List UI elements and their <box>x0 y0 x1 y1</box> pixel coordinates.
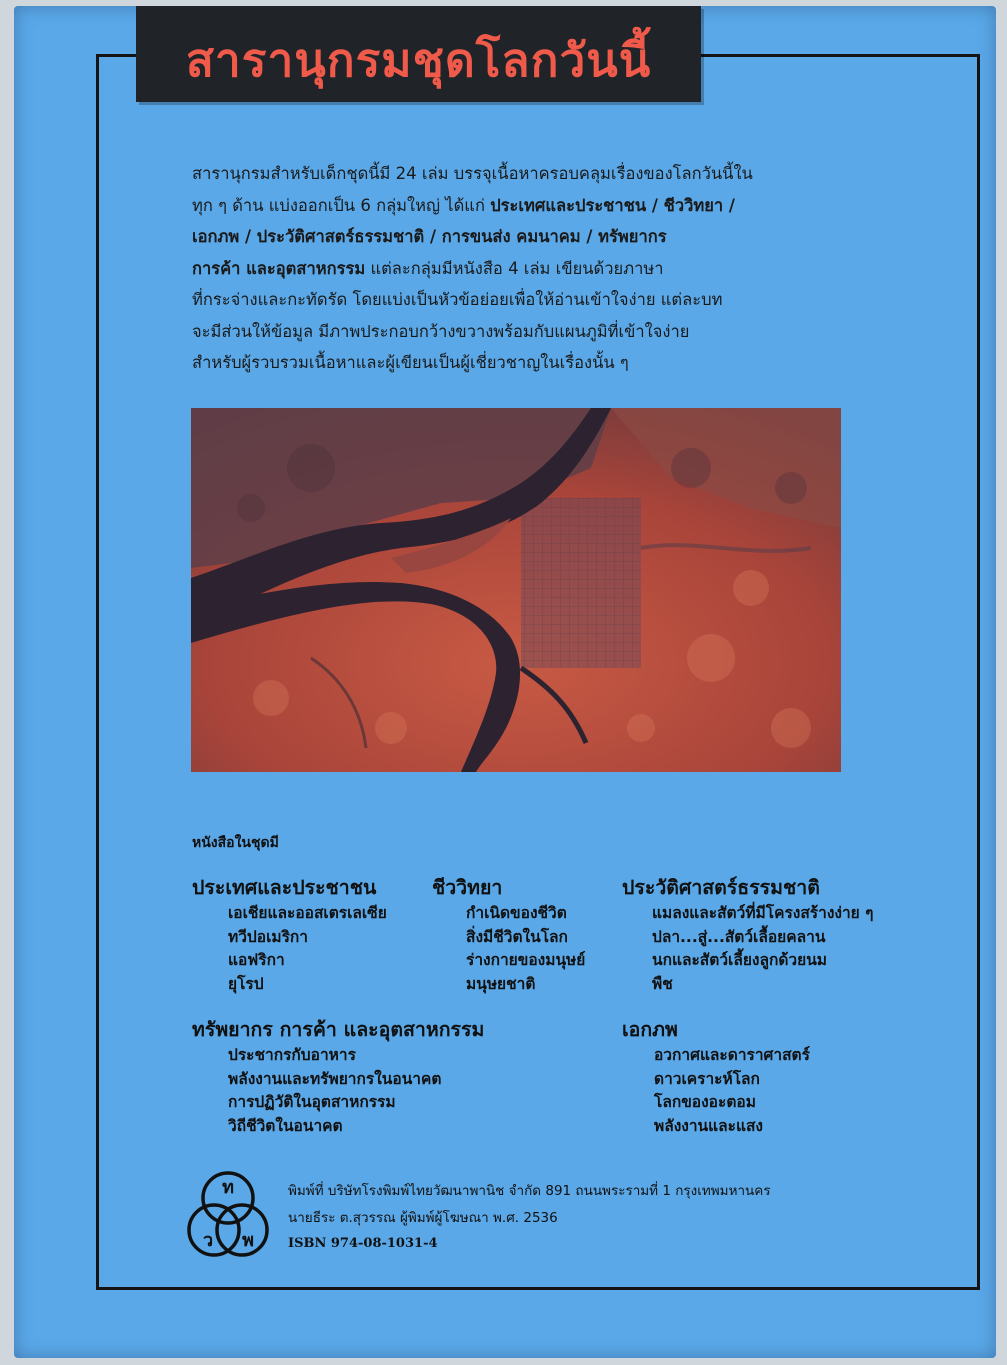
publisher-logo-drawing <box>186 1166 270 1266</box>
book-item: กำเนิดของชีวิต <box>466 904 567 922</box>
book-item: เอเชียและออสเตรเลเซีย <box>228 904 387 922</box>
group-countries <box>192 874 387 996</box>
book-item: ปลา...สู่...สัตว์เลื้อยคลาน <box>652 927 826 946</box>
intro-line <box>192 190 900 222</box>
publisher-line: พิมพ์ที่ บริษัทโรงพิมพ์ไทยวัฒนาพานิช จำกัด 891 ถนนพระรามที่ 1 กรุงเทพมหานคร <box>288 1183 771 1199</box>
publisher-info <box>288 1178 771 1258</box>
intro-text: ทุก ๆ ด้าน แบ่งออกเป็น 6 กลุ่มใหญ่ ได้แก่ <box>192 195 491 215</box>
book-item: ร่างกายของมนุษย์ <box>466 951 586 969</box>
book-item: พลังงานและทรัพยากรในอนาคต <box>228 1069 442 1088</box>
book-item: วิถีชีวิตในอนาคต <box>228 1116 343 1135</box>
book-item: มนุษยชาติ <box>466 974 536 993</box>
intro-line: จะมีส่วนให้ข้อมูล มีภาพประกอบกว้างขวางพร้อมกับแผนภูมิที่เข้าใจง่าย <box>192 321 690 341</box>
group-biology <box>432 874 585 996</box>
intro-line: สารานุกรมสำหรับเด็กชุดนี้มี 24 เล่ม บรรจุเนื้อหาครอบคลุมเรื่องของโลกวันนี้ใน <box>192 164 753 183</box>
book-item: พลังงานและแสง <box>654 1116 763 1135</box>
intro-bold-text: การค้า และอุตสาหกรรม <box>192 258 366 278</box>
series-title: สารานุกรมชุดโลกวันนี้ <box>185 33 652 87</box>
book-item: อวกาศและดาราศาสตร์ <box>654 1046 810 1064</box>
book-item: พืช <box>652 974 673 993</box>
intro-line <box>192 221 900 253</box>
publisher-logo <box>186 1166 270 1266</box>
book-item: สิ่งมีชีวิตในโลก <box>466 927 568 946</box>
book-item: โลกของอะตอม <box>654 1093 756 1111</box>
intro-paragraph <box>192 158 900 379</box>
book-item: ทวีปอเมริกา <box>228 927 308 946</box>
intro-bold-text: เอกภพ / ประวัติศาสตร์ธรรมชาติ / การขนส่ง คมนาคม / ทรัพยากร <box>192 227 667 246</box>
group-title: ชีววิทยา <box>432 876 503 899</box>
intro-line: ที่กระจ่างและกะทัดรัด โดยแบ่งเป็นหัวข้อย่อยเพื่อให้อ่านเข้าใจง่าย แต่ละบท <box>192 290 723 309</box>
group-universe <box>622 1016 810 1138</box>
logo-letter-right: พ <box>242 1230 254 1251</box>
group-title: ประเทศและประชาชน <box>192 876 377 899</box>
book-item: แอฟริกา <box>228 951 285 969</box>
publisher-line: นายธีระ ต.สุวรรณ ผู้พิมพ์ผู้โฆษณา พ.ศ. 2536 <box>288 1209 558 1226</box>
logo-letter-top: ท <box>222 1177 234 1198</box>
group-natural-history <box>622 874 873 996</box>
group-title: เอกภพ <box>622 1018 678 1041</box>
intro-line <box>192 253 900 285</box>
group-title: ทรัพยากร การค้า และอุตสาหกรรม <box>192 1018 485 1041</box>
group-resources <box>192 1016 484 1138</box>
book-item: นกและสัตว์เลี้ยงลูกด้วยนม <box>652 951 828 969</box>
intro-line: สำหรับผู้รวบรวมเนื้อหาและผู้เขียนเป็นผู้เชี่ยวชาญในเรื่องนั้น ๆ <box>192 353 629 372</box>
book-item: ประชากรกับอาหาร <box>228 1046 356 1064</box>
books-heading: หนังสือในชุดมี <box>192 835 279 851</box>
book-item: แมลงและสัตว์ที่มีโครงสร้างง่าย ๆ <box>652 904 874 922</box>
book-item: ดาวเคราะห์โลก <box>654 1069 760 1088</box>
logo-letter-left: ว <box>202 1230 214 1251</box>
isbn: ISBN 974-08-1031-4 <box>288 1236 438 1251</box>
satellite-image-drawing <box>191 408 841 772</box>
group-title: ประวัติศาสตร์ธรรมชาติ <box>622 876 820 899</box>
intro-bold-text: ประเทศและประชาชน / ชีววิทยา / <box>490 195 735 215</box>
book-item: การปฏิวัติในอุตสาหกรรม <box>228 1093 396 1111</box>
intro-text: แต่ละกลุ่มมีหนังสือ 4 เล่ม เขียนด้วยภาษา <box>365 258 664 278</box>
satellite-image <box>191 408 841 772</box>
book-item: ยุโรป <box>228 974 264 993</box>
title-band <box>136 6 701 102</box>
